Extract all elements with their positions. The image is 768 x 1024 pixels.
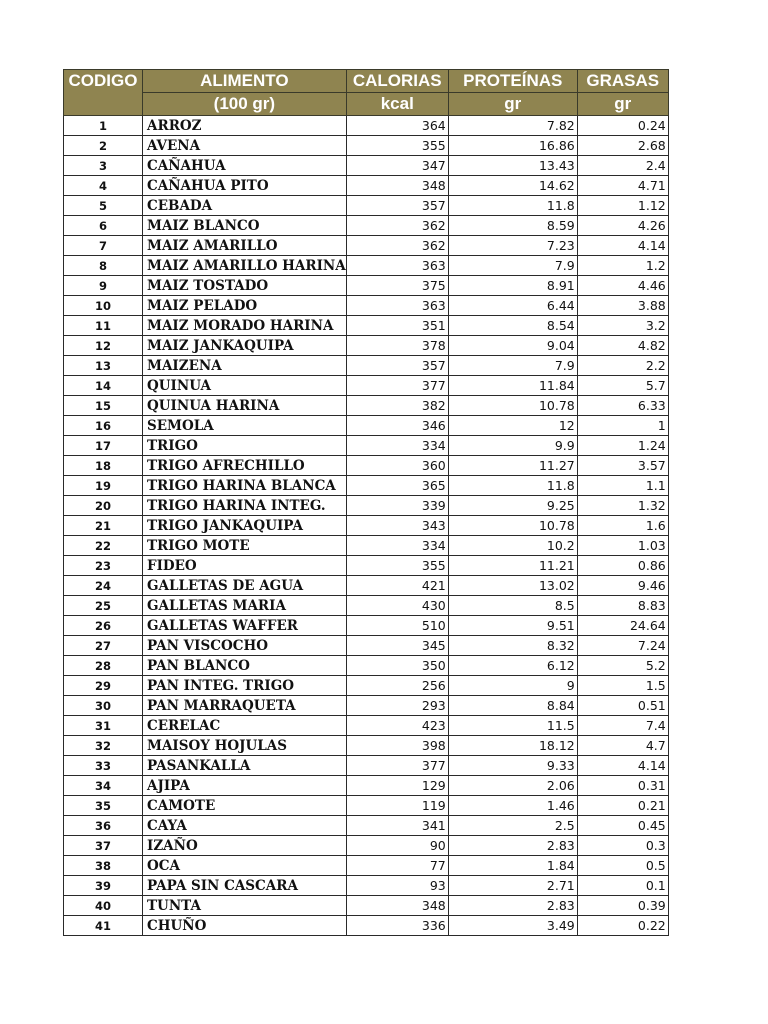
cell-proteinas[interactable]: 3.49 bbox=[448, 916, 577, 936]
cell-calorias[interactable]: 129 bbox=[346, 776, 448, 796]
cell-proteinas[interactable]: 8.59 bbox=[448, 216, 577, 236]
table-row[interactable] bbox=[64, 456, 669, 476]
cell-alimento[interactable]: TRIGO JANKAQUIPA bbox=[143, 516, 347, 536]
table-row[interactable] bbox=[64, 316, 669, 336]
cell-codigo[interactable]: 17 bbox=[64, 436, 143, 456]
cell-grasas[interactable]: 4.46 bbox=[577, 276, 668, 296]
table-row[interactable] bbox=[64, 476, 669, 496]
table-row[interactable] bbox=[64, 536, 669, 556]
cell-alimento[interactable]: MAIZENA bbox=[143, 356, 347, 376]
cell-calorias[interactable]: 348 bbox=[346, 176, 448, 196]
cell-calorias[interactable]: 90 bbox=[346, 836, 448, 856]
cell-alimento[interactable]: MAISOY HOJULAS bbox=[143, 736, 347, 756]
cell-codigo[interactable]: 22 bbox=[64, 536, 143, 556]
table-row[interactable] bbox=[64, 556, 669, 576]
cell-calorias[interactable]: 339 bbox=[346, 496, 448, 516]
cell-codigo[interactable]: 3 bbox=[64, 156, 143, 176]
cell-grasas[interactable]: 0.39 bbox=[577, 896, 668, 916]
cell-alimento[interactable]: AVENA bbox=[143, 136, 347, 156]
table-row[interactable] bbox=[64, 496, 669, 516]
cell-calorias[interactable]: 377 bbox=[346, 756, 448, 776]
cell-calorias[interactable]: 77 bbox=[346, 856, 448, 876]
cell-proteinas[interactable]: 8.5 bbox=[448, 596, 577, 616]
table-row[interactable] bbox=[64, 636, 669, 656]
cell-grasas[interactable]: 4.71 bbox=[577, 176, 668, 196]
cell-codigo[interactable]: 30 bbox=[64, 696, 143, 716]
cell-grasas[interactable]: 0.22 bbox=[577, 916, 668, 936]
table-row[interactable] bbox=[64, 576, 669, 596]
cell-codigo[interactable]: 7 bbox=[64, 236, 143, 256]
cell-proteinas[interactable]: 8.84 bbox=[448, 696, 577, 716]
cell-calorias[interactable]: 360 bbox=[346, 456, 448, 476]
cell-proteinas[interactable]: 13.02 bbox=[448, 576, 577, 596]
table-row[interactable] bbox=[64, 256, 669, 276]
table-row[interactable] bbox=[64, 396, 669, 416]
cell-codigo[interactable]: 38 bbox=[64, 856, 143, 876]
cell-proteinas[interactable]: 9 bbox=[448, 676, 577, 696]
cell-codigo[interactable]: 32 bbox=[64, 736, 143, 756]
cell-alimento[interactable]: PASANKALLA bbox=[143, 756, 347, 776]
cell-proteinas[interactable]: 18.12 bbox=[448, 736, 577, 756]
table-row[interactable] bbox=[64, 196, 669, 216]
header-alimento-unit: (100 gr) bbox=[143, 93, 347, 116]
cell-alimento[interactable]: TUNTA bbox=[143, 896, 347, 916]
cell-calorias[interactable]: 510 bbox=[346, 616, 448, 636]
cell-grasas[interactable]: 5.2 bbox=[577, 656, 668, 676]
cell-codigo[interactable]: 13 bbox=[64, 356, 143, 376]
cell-grasas[interactable]: 2.2 bbox=[577, 356, 668, 376]
cell-codigo[interactable]: 4 bbox=[64, 176, 143, 196]
cell-calorias[interactable]: 363 bbox=[346, 256, 448, 276]
cell-grasas[interactable]: 0.51 bbox=[577, 696, 668, 716]
cell-grasas[interactable]: 4.14 bbox=[577, 756, 668, 776]
header-proteinas-unit: gr bbox=[448, 93, 577, 116]
cell-proteinas[interactable]: 10.78 bbox=[448, 516, 577, 536]
cell-alimento[interactable]: OCA bbox=[143, 856, 347, 876]
cell-calorias[interactable]: 357 bbox=[346, 196, 448, 216]
cell-alimento[interactable]: ARROZ bbox=[143, 116, 347, 136]
cell-codigo[interactable]: 16 bbox=[64, 416, 143, 436]
cell-calorias[interactable]: 346 bbox=[346, 416, 448, 436]
cell-grasas[interactable]: 5.7 bbox=[577, 376, 668, 396]
cell-codigo[interactable]: 29 bbox=[64, 676, 143, 696]
cell-calorias[interactable]: 362 bbox=[346, 216, 448, 236]
cell-proteinas[interactable]: 13.43 bbox=[448, 156, 577, 176]
cell-codigo[interactable]: 18 bbox=[64, 456, 143, 476]
header-grasas[interactable]: GRASAS bbox=[577, 70, 668, 93]
cell-codigo[interactable]: 40 bbox=[64, 896, 143, 916]
cell-calorias[interactable]: 421 bbox=[346, 576, 448, 596]
cell-calorias[interactable]: 341 bbox=[346, 816, 448, 836]
cell-grasas[interactable]: 4.82 bbox=[577, 336, 668, 356]
table-row[interactable] bbox=[64, 676, 669, 696]
header-grasas-unit: gr bbox=[577, 93, 668, 116]
cell-alimento[interactable]: MAIZ BLANCO bbox=[143, 216, 347, 236]
table-row[interactable] bbox=[64, 656, 669, 676]
cell-grasas[interactable]: 1.12 bbox=[577, 196, 668, 216]
cell-codigo[interactable]: 21 bbox=[64, 516, 143, 536]
table-row[interactable] bbox=[64, 356, 669, 376]
cell-codigo[interactable]: 41 bbox=[64, 916, 143, 936]
cell-grasas[interactable]: 0.3 bbox=[577, 836, 668, 856]
cell-calorias[interactable]: 350 bbox=[346, 656, 448, 676]
cell-proteinas[interactable]: 11.5 bbox=[448, 716, 577, 736]
cell-alimento[interactable]: PAPA SIN CASCARA bbox=[143, 876, 347, 896]
cell-codigo[interactable]: 31 bbox=[64, 716, 143, 736]
cell-alimento[interactable]: IZAÑO bbox=[143, 836, 347, 856]
table-header bbox=[64, 70, 669, 116]
table-row[interactable] bbox=[64, 516, 669, 536]
cell-proteinas[interactable]: 9.9 bbox=[448, 436, 577, 456]
table-row[interactable] bbox=[64, 436, 669, 456]
cell-codigo[interactable]: 37 bbox=[64, 836, 143, 856]
cell-proteinas[interactable]: 12 bbox=[448, 416, 577, 436]
cell-codigo[interactable]: 36 bbox=[64, 816, 143, 836]
cell-codigo[interactable]: 28 bbox=[64, 656, 143, 676]
cell-alimento[interactable]: GALLETAS WAFFER bbox=[143, 616, 347, 636]
cell-calorias[interactable]: 293 bbox=[346, 696, 448, 716]
cell-alimento[interactable]: CAYA bbox=[143, 816, 347, 836]
cell-alimento[interactable]: PAN VISCOCHO bbox=[143, 636, 347, 656]
cell-grasas[interactable]: 3.88 bbox=[577, 296, 668, 316]
cell-grasas[interactable]: 1.6 bbox=[577, 516, 668, 536]
cell-codigo[interactable]: 27 bbox=[64, 636, 143, 656]
table-row[interactable] bbox=[64, 276, 669, 296]
table-row[interactable] bbox=[64, 836, 669, 856]
cell-proteinas[interactable]: 1.46 bbox=[448, 796, 577, 816]
table-row[interactable] bbox=[64, 916, 669, 936]
cell-proteinas[interactable]: 14.62 bbox=[448, 176, 577, 196]
header-codigo[interactable]: CODIGO bbox=[64, 70, 143, 116]
cell-alimento[interactable]: PAN INTEG. TRIGO bbox=[143, 676, 347, 696]
cell-codigo[interactable]: 10 bbox=[64, 296, 143, 316]
cell-alimento[interactable]: CERELAC bbox=[143, 716, 347, 736]
table-row[interactable] bbox=[64, 756, 669, 776]
cell-proteinas[interactable]: 2.71 bbox=[448, 876, 577, 896]
header-alimento[interactable]: ALIMENTO bbox=[143, 70, 347, 93]
cell-grasas[interactable]: 0.1 bbox=[577, 876, 668, 896]
cell-calorias[interactable]: 378 bbox=[346, 336, 448, 356]
nutrition-table bbox=[63, 69, 669, 936]
cell-calorias[interactable]: 364 bbox=[346, 116, 448, 136]
table-row[interactable] bbox=[64, 796, 669, 816]
cell-grasas[interactable]: 4.7 bbox=[577, 736, 668, 756]
table-row[interactable] bbox=[64, 816, 669, 836]
cell-alimento[interactable]: MAIZ PELADO bbox=[143, 296, 347, 316]
cell-proteinas[interactable]: 2.06 bbox=[448, 776, 577, 796]
cell-proteinas[interactable]: 11.21 bbox=[448, 556, 577, 576]
cell-codigo[interactable]: 24 bbox=[64, 576, 143, 596]
cell-alimento[interactable]: AJIPA bbox=[143, 776, 347, 796]
cell-grasas[interactable]: 1.5 bbox=[577, 676, 668, 696]
cell-alimento[interactable]: TRIGO HARINA INTEG. bbox=[143, 496, 347, 516]
cell-calorias[interactable]: 351 bbox=[346, 316, 448, 336]
cell-calorias[interactable]: 377 bbox=[346, 376, 448, 396]
cell-codigo[interactable]: 6 bbox=[64, 216, 143, 236]
table-row[interactable] bbox=[64, 236, 669, 256]
cell-proteinas[interactable]: 7.23 bbox=[448, 236, 577, 256]
cell-proteinas[interactable]: 11.27 bbox=[448, 456, 577, 476]
cell-alimento[interactable]: TRIGO HARINA BLANCA bbox=[143, 476, 347, 496]
cell-grasas[interactable]: 0.45 bbox=[577, 816, 668, 836]
cell-codigo[interactable]: 34 bbox=[64, 776, 143, 796]
table-row[interactable] bbox=[64, 296, 669, 316]
cell-codigo[interactable]: 2 bbox=[64, 136, 143, 156]
cell-codigo[interactable]: 23 bbox=[64, 556, 143, 576]
cell-grasas[interactable]: 1.32 bbox=[577, 496, 668, 516]
cell-alimento[interactable]: TRIGO MOTE bbox=[143, 536, 347, 556]
cell-alimento[interactable]: MAIZ MORADO HARINA bbox=[143, 316, 347, 336]
table-row[interactable] bbox=[64, 776, 669, 796]
cell-codigo[interactable]: 12 bbox=[64, 336, 143, 356]
cell-codigo[interactable]: 35 bbox=[64, 796, 143, 816]
table-row[interactable] bbox=[64, 876, 669, 896]
cell-calorias[interactable]: 93 bbox=[346, 876, 448, 896]
table-row[interactable] bbox=[64, 696, 669, 716]
cell-codigo[interactable]: 20 bbox=[64, 496, 143, 516]
header-calorias-unit: kcal bbox=[346, 93, 448, 116]
cell-calorias[interactable]: 375 bbox=[346, 276, 448, 296]
cell-proteinas[interactable]: 11.8 bbox=[448, 196, 577, 216]
table-row[interactable] bbox=[64, 156, 669, 176]
cell-calorias[interactable]: 343 bbox=[346, 516, 448, 536]
cell-grasas[interactable]: 2.4 bbox=[577, 156, 668, 176]
header-proteinas[interactable]: PROTEÍNAS bbox=[448, 70, 577, 93]
cell-grasas[interactable]: 1.24 bbox=[577, 436, 668, 456]
table-row[interactable] bbox=[64, 216, 669, 236]
cell-alimento[interactable]: CAÑAHUA PITO bbox=[143, 176, 347, 196]
cell-proteinas[interactable]: 9.25 bbox=[448, 496, 577, 516]
table-row[interactable] bbox=[64, 336, 669, 356]
cell-grasas[interactable]: 24.64 bbox=[577, 616, 668, 636]
table-row[interactable] bbox=[64, 616, 669, 636]
cell-proteinas[interactable]: 7.9 bbox=[448, 256, 577, 276]
cell-calorias[interactable]: 363 bbox=[346, 296, 448, 316]
cell-codigo[interactable]: 33 bbox=[64, 756, 143, 776]
cell-alimento[interactable]: FIDEO bbox=[143, 556, 347, 576]
cell-calorias[interactable]: 348 bbox=[346, 896, 448, 916]
table-row[interactable] bbox=[64, 136, 669, 156]
cell-calorias[interactable]: 345 bbox=[346, 636, 448, 656]
cell-alimento[interactable]: CAÑAHUA bbox=[143, 156, 347, 176]
cell-proteinas[interactable]: 11.84 bbox=[448, 376, 577, 396]
cell-alimento[interactable]: SEMOLA bbox=[143, 416, 347, 436]
cell-grasas[interactable]: 1.1 bbox=[577, 476, 668, 496]
cell-grasas[interactable]: 3.57 bbox=[577, 456, 668, 476]
cell-calorias[interactable]: 119 bbox=[346, 796, 448, 816]
cell-grasas[interactable]: 8.83 bbox=[577, 596, 668, 616]
cell-calorias[interactable]: 362 bbox=[346, 236, 448, 256]
table-row[interactable] bbox=[64, 176, 669, 196]
cell-alimento[interactable]: CEBADA bbox=[143, 196, 347, 216]
cell-codigo[interactable]: 5 bbox=[64, 196, 143, 216]
cell-calorias[interactable]: 336 bbox=[346, 916, 448, 936]
header-calorias[interactable]: CALORIAS bbox=[346, 70, 448, 93]
cell-proteinas[interactable]: 2.83 bbox=[448, 836, 577, 856]
cell-alimento[interactable]: TRIGO AFRECHILLO bbox=[143, 456, 347, 476]
cell-codigo[interactable]: 25 bbox=[64, 596, 143, 616]
cell-codigo[interactable]: 19 bbox=[64, 476, 143, 496]
table-body bbox=[64, 116, 669, 936]
cell-alimento[interactable]: CHUÑO bbox=[143, 916, 347, 936]
cell-grasas[interactable]: 1.2 bbox=[577, 256, 668, 276]
table-row[interactable] bbox=[64, 856, 669, 876]
cell-codigo[interactable]: 14 bbox=[64, 376, 143, 396]
cell-grasas[interactable]: 1 bbox=[577, 416, 668, 436]
table-row[interactable] bbox=[64, 376, 669, 396]
cell-proteinas[interactable]: 11.8 bbox=[448, 476, 577, 496]
cell-grasas[interactable]: 0.31 bbox=[577, 776, 668, 796]
cell-codigo[interactable]: 15 bbox=[64, 396, 143, 416]
cell-grasas[interactable]: 0.21 bbox=[577, 796, 668, 816]
cell-alimento[interactable]: MAIZ JANKAQUIPA bbox=[143, 336, 347, 356]
cell-grasas[interactable]: 3.2 bbox=[577, 316, 668, 336]
cell-proteinas[interactable]: 9.51 bbox=[448, 616, 577, 636]
cell-grasas[interactable]: 1.03 bbox=[577, 536, 668, 556]
cell-calorias[interactable]: 398 bbox=[346, 736, 448, 756]
cell-proteinas[interactable]: 10.2 bbox=[448, 536, 577, 556]
cell-alimento[interactable]: GALLETAS MARIA bbox=[143, 596, 347, 616]
cell-grasas[interactable]: 0.5 bbox=[577, 856, 668, 876]
cell-grasas[interactable]: 4.14 bbox=[577, 236, 668, 256]
cell-proteinas[interactable]: 9.04 bbox=[448, 336, 577, 356]
table-row[interactable] bbox=[64, 416, 669, 436]
cell-alimento[interactable]: MAIZ AMARILLO HARINA bbox=[143, 256, 347, 276]
cell-proteinas[interactable]: 6.12 bbox=[448, 656, 577, 676]
table-row[interactable] bbox=[64, 896, 669, 916]
cell-grasas[interactable]: 7.24 bbox=[577, 636, 668, 656]
table-row[interactable] bbox=[64, 736, 669, 756]
cell-proteinas[interactable]: 1.84 bbox=[448, 856, 577, 876]
cell-calorias[interactable]: 357 bbox=[346, 356, 448, 376]
cell-alimento[interactable]: PAN MARRAQUETA bbox=[143, 696, 347, 716]
cell-alimento[interactable]: MAIZ AMARILLO bbox=[143, 236, 347, 256]
cell-proteinas[interactable]: 9.33 bbox=[448, 756, 577, 776]
cell-calorias[interactable]: 334 bbox=[346, 536, 448, 556]
cell-codigo[interactable]: 39 bbox=[64, 876, 143, 896]
cell-proteinas[interactable]: 16.86 bbox=[448, 136, 577, 156]
cell-proteinas[interactable]: 8.91 bbox=[448, 276, 577, 296]
cell-calorias[interactable]: 334 bbox=[346, 436, 448, 456]
cell-proteinas[interactable]: 8.54 bbox=[448, 316, 577, 336]
table-row[interactable] bbox=[64, 596, 669, 616]
cell-grasas[interactable]: 0.86 bbox=[577, 556, 668, 576]
cell-codigo[interactable]: 8 bbox=[64, 256, 143, 276]
cell-alimento[interactable]: GALLETAS DE AGUA bbox=[143, 576, 347, 596]
cell-alimento[interactable]: TRIGO bbox=[143, 436, 347, 456]
cell-grasas[interactable]: 6.33 bbox=[577, 396, 668, 416]
cell-proteinas[interactable]: 2.83 bbox=[448, 896, 577, 916]
cell-codigo[interactable]: 26 bbox=[64, 616, 143, 636]
cell-calorias[interactable]: 355 bbox=[346, 136, 448, 156]
cell-alimento[interactable]: MAIZ TOSTADO bbox=[143, 276, 347, 296]
cell-alimento[interactable]: PAN BLANCO bbox=[143, 656, 347, 676]
cell-calorias[interactable]: 347 bbox=[346, 156, 448, 176]
cell-calorias[interactable]: 430 bbox=[346, 596, 448, 616]
cell-grasas[interactable]: 2.68 bbox=[577, 136, 668, 156]
cell-calorias[interactable]: 382 bbox=[346, 396, 448, 416]
cell-calorias[interactable]: 423 bbox=[346, 716, 448, 736]
cell-alimento[interactable]: QUINUA HARINA bbox=[143, 396, 347, 416]
cell-calorias[interactable]: 355 bbox=[346, 556, 448, 576]
cell-grasas[interactable]: 4.26 bbox=[577, 216, 668, 236]
cell-calorias[interactable]: 256 bbox=[346, 676, 448, 696]
cell-proteinas[interactable]: 2.5 bbox=[448, 816, 577, 836]
cell-codigo[interactable]: 11 bbox=[64, 316, 143, 336]
cell-proteinas[interactable]: 7.9 bbox=[448, 356, 577, 376]
cell-grasas[interactable]: 9.46 bbox=[577, 576, 668, 596]
cell-grasas[interactable]: 0.24 bbox=[577, 116, 668, 136]
cell-proteinas[interactable]: 7.82 bbox=[448, 116, 577, 136]
cell-calorias[interactable]: 365 bbox=[346, 476, 448, 496]
cell-proteinas[interactable]: 8.32 bbox=[448, 636, 577, 656]
cell-grasas[interactable]: 7.4 bbox=[577, 716, 668, 736]
cell-alimento[interactable]: CAMOTE bbox=[143, 796, 347, 816]
cell-codigo[interactable]: 9 bbox=[64, 276, 143, 296]
cell-proteinas[interactable]: 10.78 bbox=[448, 396, 577, 416]
table-row[interactable] bbox=[64, 116, 669, 136]
table-row[interactable] bbox=[64, 716, 669, 736]
cell-alimento[interactable]: QUINUA bbox=[143, 376, 347, 396]
cell-proteinas[interactable]: 6.44 bbox=[448, 296, 577, 316]
cell-codigo[interactable]: 1 bbox=[64, 116, 143, 136]
